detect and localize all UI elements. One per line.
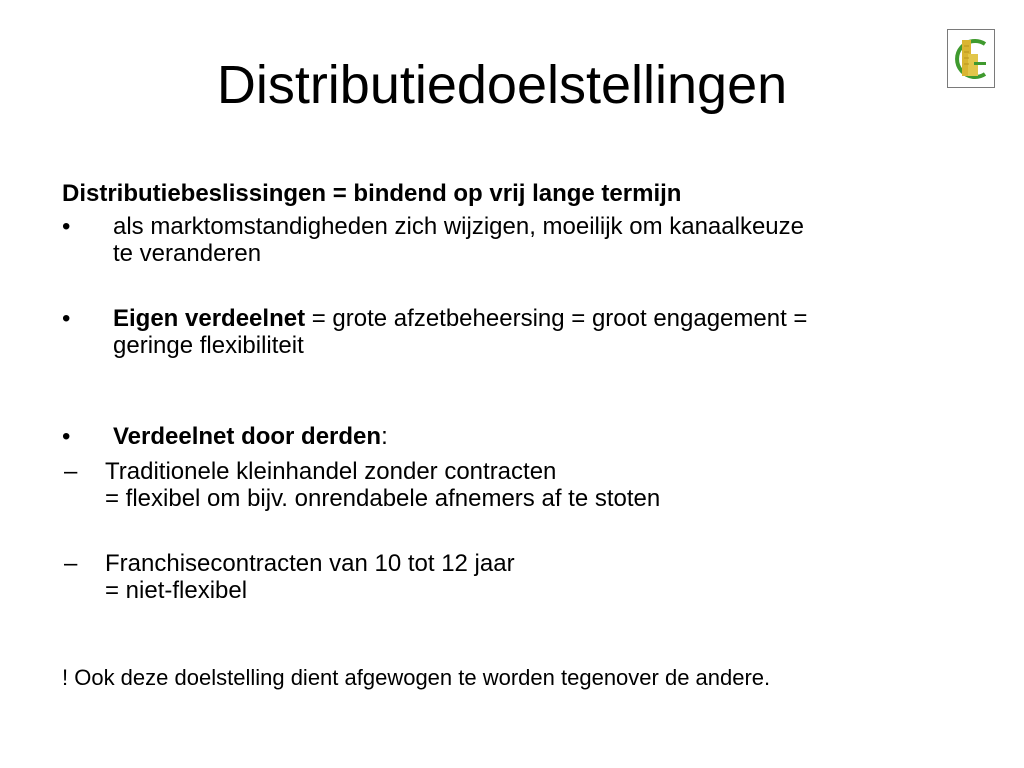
bullet-text: als marktomstandigheden zich wijzigen, moeilijk om kanaalkeuze [113,213,804,240]
bullet-rest: = grote afzetbeheersing = groot engagement = [305,305,808,332]
slide-title: Distributiedoelstellingen [216,55,788,115]
bullet-text [113,423,962,450]
bullet-text [113,305,962,332]
bullet-item [62,305,962,359]
bullet-mark: • [62,423,71,450]
subitem-text: Franchisecontracten van 10 tot 12 jaar [105,550,515,577]
slide-heading: Distributiebeslissingen = bindend op vrij lange termijn [62,180,682,207]
subitem [11,458,962,512]
bullet-bold-term: Eigen verdeelnet [113,305,306,332]
bullet-item [62,213,962,267]
slide-body [62,180,962,604]
subitem-text: Traditionele kleinhandel zonder contracten [105,458,557,485]
bullet-bold-term: Verdeelnet door derden [113,423,382,450]
bullet-text: te veranderen [113,240,262,267]
bullet-text: geringe flexibiliteit [113,332,304,359]
dash-mark: – [64,458,78,485]
dash-mark: – [64,550,78,577]
slide-note: ! Ook deze doelstelling dient afgewogen te worden tegenover de andere. [62,665,771,690]
bullet-rest: : [381,423,388,450]
bullet-mark: • [62,305,71,332]
subitem-text: = niet-flexibel [105,577,248,604]
subitem [11,550,962,604]
bullet-item [62,423,962,450]
bullet-mark: • [62,213,71,240]
subitem-text: = flexibel om bijv. onrendabele afnemers af te stoten [105,485,661,512]
